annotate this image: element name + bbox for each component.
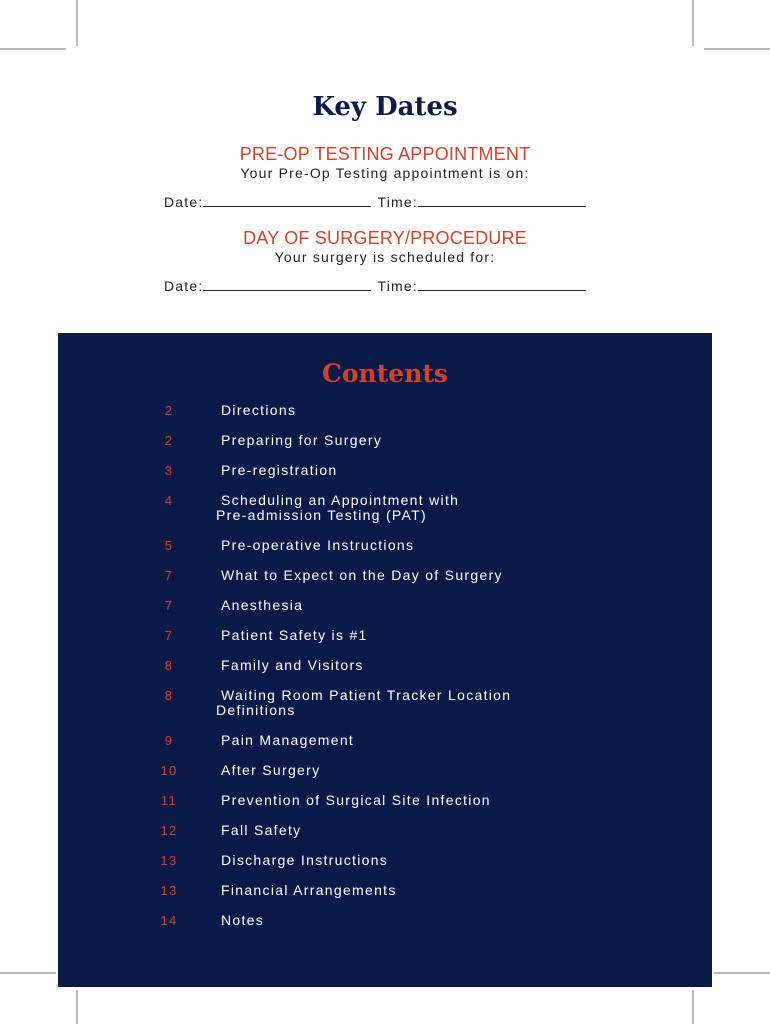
preop-date-time-line xyxy=(164,194,624,210)
toc-item-label: Waiting Room Patient Tracker Location xyxy=(221,687,512,703)
preop-date-field[interactable] xyxy=(203,194,371,207)
crop-mark xyxy=(692,0,694,46)
crop-mark xyxy=(714,972,770,974)
toc-item[interactable] xyxy=(58,598,712,628)
toc-item-label: Anesthesia xyxy=(221,597,304,613)
crop-mark xyxy=(76,990,78,1024)
toc-item[interactable] xyxy=(58,733,712,763)
surgery-date-field[interactable] xyxy=(203,278,371,291)
preop-time-label: Time: xyxy=(377,194,418,210)
crop-mark xyxy=(692,990,694,1024)
toc-item[interactable] xyxy=(58,913,712,943)
toc-item-text xyxy=(221,433,641,448)
contents-panel xyxy=(58,333,712,987)
toc-item-label: Preparing for Surgery xyxy=(221,432,383,448)
toc-item[interactable] xyxy=(58,688,712,733)
toc-page-number: 13 xyxy=(160,883,178,898)
toc-item-label: Directions xyxy=(221,402,297,418)
preop-date-label: Date: xyxy=(164,194,204,210)
surgery-time-label: Time: xyxy=(377,278,418,294)
crop-mark xyxy=(0,48,66,50)
toc-item[interactable] xyxy=(58,658,712,688)
toc-page-number: 7 xyxy=(164,598,174,613)
toc-item[interactable] xyxy=(58,568,712,598)
toc-page-number: 7 xyxy=(164,628,174,643)
contents-title: Contents xyxy=(321,359,448,388)
surgery-time-field[interactable] xyxy=(418,278,586,291)
toc-item[interactable] xyxy=(58,823,712,853)
toc-item-label: Family and Visitors xyxy=(221,657,364,673)
toc-page-number: 14 xyxy=(160,913,178,928)
toc-item-label: Prevention of Surgical Site Infection xyxy=(221,792,491,808)
table-of-contents xyxy=(58,403,712,943)
toc-item[interactable] xyxy=(58,433,712,463)
toc-page-number: 9 xyxy=(164,733,174,748)
toc-item-text xyxy=(221,763,641,778)
toc-item-label: Scheduling an Appointment with xyxy=(221,492,460,508)
toc-page-number: 4 xyxy=(164,493,174,508)
surgery-date-time-line xyxy=(164,278,624,294)
toc-item[interactable] xyxy=(58,793,712,823)
toc-page-number: 7 xyxy=(164,568,174,583)
crop-mark xyxy=(0,972,56,974)
toc-item-text xyxy=(221,883,641,898)
toc-item-text xyxy=(221,568,641,583)
toc-page-number: 13 xyxy=(160,853,178,868)
toc-item[interactable] xyxy=(58,403,712,433)
toc-item-label: Notes xyxy=(221,912,265,928)
toc-page-number: 10 xyxy=(160,763,178,778)
toc-item-label: Pre-registration xyxy=(221,462,338,478)
toc-item-text xyxy=(221,658,641,673)
toc-item-text xyxy=(221,853,641,868)
toc-item[interactable] xyxy=(58,853,712,883)
toc-page-number: 12 xyxy=(160,823,178,838)
toc-item-label: Financial Arrangements xyxy=(221,882,397,898)
toc-item[interactable] xyxy=(58,463,712,493)
toc-item[interactable] xyxy=(58,763,712,793)
surgery-date-label: Date: xyxy=(164,278,204,294)
toc-page-number: 2 xyxy=(164,403,174,418)
surgery-heading: DAY OF SURGERY/PROCEDURE xyxy=(243,228,527,248)
toc-page-number: 2 xyxy=(164,433,174,448)
toc-item-label: Discharge Instructions xyxy=(221,852,389,868)
crop-mark xyxy=(704,48,770,50)
surgery-subtitle: Your surgery is scheduled for: xyxy=(274,249,496,265)
preop-heading: PRE-OP TESTING APPOINTMENT xyxy=(239,144,531,164)
toc-item-text xyxy=(221,628,641,643)
toc-item-label: Fall Safety xyxy=(221,822,302,838)
toc-item-text xyxy=(221,913,641,928)
toc-item-label: Patient Safety is #1 xyxy=(221,627,368,643)
toc-item[interactable] xyxy=(58,628,712,658)
toc-page-number: 5 xyxy=(164,538,174,553)
toc-page-number: 3 xyxy=(164,463,174,478)
toc-item-label: After Surgery xyxy=(221,762,321,778)
preop-subtitle: Your Pre-Op Testing appointment is on: xyxy=(240,165,530,181)
toc-page-number: 11 xyxy=(160,793,178,808)
toc-item-text xyxy=(221,538,641,553)
toc-item[interactable] xyxy=(58,538,712,568)
key-dates-title: Key Dates xyxy=(312,92,458,122)
toc-item-text xyxy=(221,403,641,418)
toc-item-text xyxy=(221,793,641,808)
toc-page-number: 8 xyxy=(164,658,174,673)
toc-item-label: What to Expect on the Day of Surgery xyxy=(221,567,503,583)
preop-time-field[interactable] xyxy=(418,194,586,207)
toc-item[interactable] xyxy=(58,883,712,913)
toc-item-label: Pain Management xyxy=(221,732,355,748)
toc-item[interactable] xyxy=(58,493,712,538)
toc-item-label-continued: Definitions xyxy=(216,702,296,718)
crop-mark xyxy=(76,0,78,46)
toc-item-text xyxy=(221,823,641,838)
toc-item-text xyxy=(221,463,641,478)
toc-item-text xyxy=(216,687,641,718)
toc-item-text xyxy=(216,492,641,523)
toc-item-label-continued: Pre-admission Testing (PAT) xyxy=(216,507,427,523)
toc-item-text xyxy=(221,598,641,613)
toc-page-number: 8 xyxy=(164,688,174,703)
toc-item-label: Pre-operative Instructions xyxy=(221,537,415,553)
toc-item-text xyxy=(221,733,641,748)
